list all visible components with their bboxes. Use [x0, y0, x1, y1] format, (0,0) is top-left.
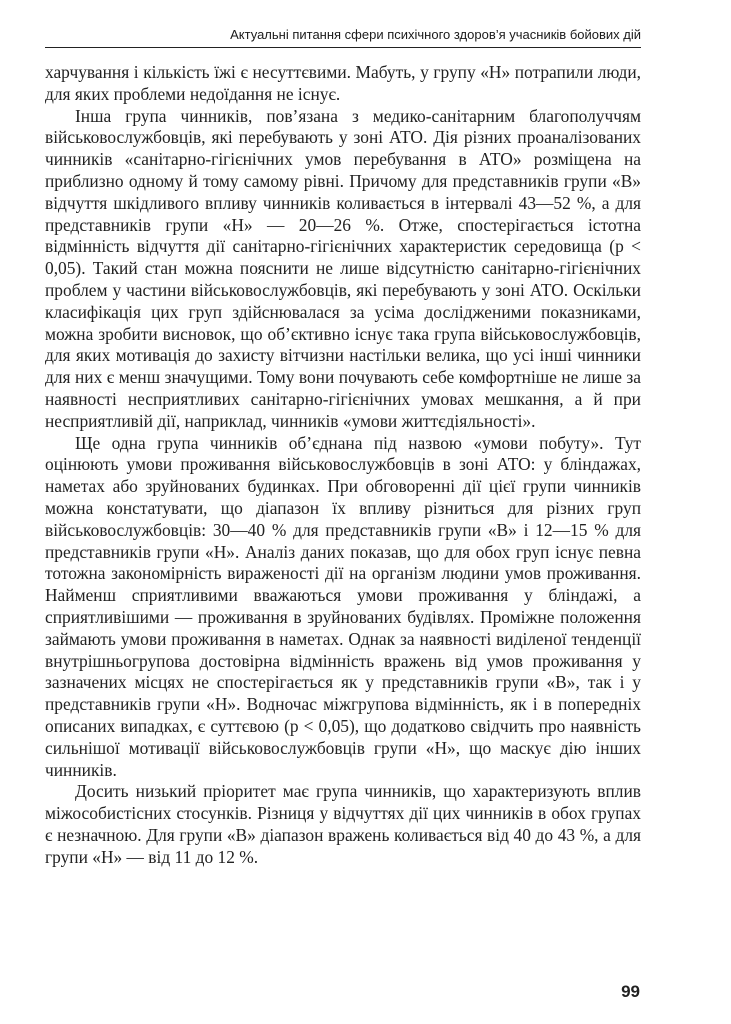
paragraph-living-conditions: Ще одна група чинників об’єднана під назвою «умови побуту». Тут оцінюють умови проживання військовослужбовців в зоні АТО: у бліндажах, наметах або зруйнованих будинках. При обговоренні дії цієї групи чинників можна констатувати, що діапазон їх впливу різниться для різних груп військовослужбовців: 30—40 % для представників групи «В» і 12—15 % для представників групи «Н». Аналіз даних показав, що для обох груп існує певна тотожна закономірність вираженості дії на організм людини умов проживання. Найменш сприятливими вважаються умови проживання у бліндажі, а сприятливішими — проживання в зруйнованих будівлях. Проміжне положення займають умови проживання в наметах. Однак за наявності виділеної тенденції внутрішньогрупова достовірна відмінність вражень від умов проживання у зазначених місцях не спостерігається як у представників групи «В», так і у представників групи «Н». Водночас міжгрупова відмінність, як і в попередніх описаних випадках, є суттєвою (р < 0,05), що додатково свідчить про наявність сильнішої мотивації військовослужбовців групи «Н», що маскує дію інших чинників.	[45, 432, 641, 780]
paragraph-continuation: харчування і кількість їжі є несуттєвими. Мабуть, у групу «Н» потрапили люди, для яких проблеми недоїдання не існує.	[45, 62, 641, 104]
main-text	[45, 62, 641, 868]
paragraph-interpersonal-relations: Досить низький пріоритет має група чинників, що характеризують вплив міжособистісних стосунків. Різниця у відчуттях дії цих чинників в обох групах є незначною. Для групи «В» діапазон вражень коливається від 40 до 43 %, а для групи «Н» — від 11 до 12 %.	[45, 781, 641, 867]
paragraph-sanitary-conditions: Інша група чинників, пов’язана з медико-санітарним благополуччям військовослужбовців, які перебувають у зоні АТО. Дія різних проаналізованих чинників «санітарно-гігієнічних умов перебування в АТО» розміщена на приблизно одному й тому самому рівні. Причому для представників групи «В» відчуття шкідливого впливу чинників коливається в інтервалі 43—52 %, а для представників групи «Н» — 20—26 %. Отже, спостерігається істотна відмінність відчуття дії санітарно-гігієнічних характеристик середовища (р < 0,05). Такий стан можна пояснити не лише відсутністю санітарно-гігієнічних проблем у частини військовослужбовців, які перебувають у зоні АТО. Оскільки класифікація цих груп здійснювалася за усіма дослідженими показниками, можна зробити висновок, що об’єктивно існує така група військовослужбовців, для яких мотивація до захисту вітчизни настільки велика, що усі інші чинники для них є менш значущими. Тому вони почувають себе комфортніше не лише за наявності несприятливих санітарно-гігієнічних умовах мешкання, а й при несприятливій дії, наприклад, чинників «умови життєдіяльності».	[45, 105, 641, 431]
running-head: Актуальні питання сфери психічного здоров’я учасників бойових дій	[45, 27, 641, 48]
page-number: 99	[621, 982, 640, 1001]
